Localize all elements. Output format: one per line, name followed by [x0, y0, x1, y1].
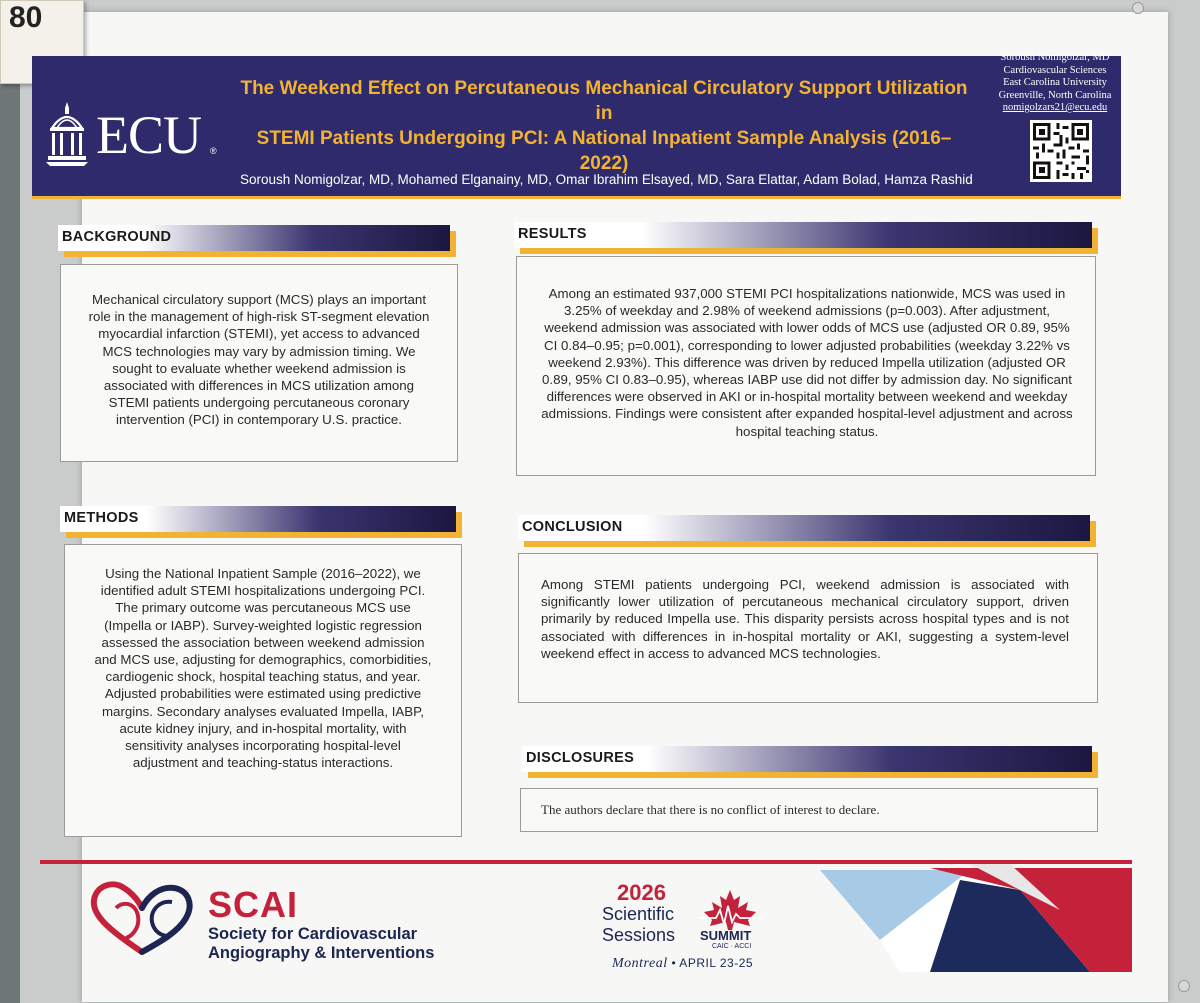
sessions-title — [602, 904, 675, 946]
methods-header — [60, 506, 456, 532]
banner-gold-stripe — [32, 196, 1121, 199]
background-text: Mechanical circulatory support (MCS) plays an important role in the management of high-risk ST-segment elevation myocardial infarction (STEMI), yet access to advanced MCS technologies may vary by admission timing. We sought to evaluate whether weekend admission is associated with differences in MCS utilization among STEMI patients undergoing percutaneous coronary intervention (PCI) in contemporary U.S. practice. — [88, 292, 430, 428]
scai-fullname-line: Angiography & Interventions — [208, 944, 435, 962]
ecu-logo: ECU — [96, 105, 201, 165]
pushpin-icon — [1132, 2, 1144, 14]
affiliation-university: East Carolina University — [1003, 77, 1107, 88]
conclusion-label: CONCLUSION — [522, 519, 623, 535]
sessions-year: 2026 — [617, 880, 666, 905]
summit-label: SUMMIT — [700, 928, 752, 943]
poster-title — [234, 76, 974, 176]
pushpin-icon — [1178, 980, 1190, 992]
sessions-location — [612, 956, 753, 972]
disclosures-text: The authors declare that there is no conflict of interest to declare. — [541, 802, 880, 817]
affiliation-city: Greenville, North Carolina — [998, 89, 1112, 101]
sessions-title-line: Sessions — [602, 925, 676, 945]
methods-box — [64, 544, 462, 837]
sessions-title-line: Scientific — [602, 904, 675, 924]
results-box — [516, 256, 1096, 476]
background-label: BACKGROUND — [62, 229, 172, 245]
affiliation-dept: Cardiovascular Sciences — [1003, 64, 1107, 76]
author-list: Soroush Nomigolzar, MD, Mohamed Elganainy, MD, Omar Ibrahim Elsayed, MD, Sara Elattar, Adam Bolad, Hamza Rashid — [240, 172, 973, 187]
disclosures-box — [520, 788, 1098, 832]
disclosures-header — [522, 746, 1092, 772]
sessions-dates: • APRIL 23-25 — [671, 956, 754, 970]
footer-geometric-graphic — [820, 860, 1132, 972]
background-box — [60, 264, 458, 462]
affiliation-block — [980, 52, 1130, 115]
ecu-cupola-icon — [42, 98, 92, 168]
sessions-city: Montreal — [612, 956, 668, 971]
results-header — [514, 222, 1092, 248]
scai-wordmark: SCAI — [208, 884, 299, 925]
poster-number: 80 — [9, 1, 43, 34]
conclusion-box — [518, 553, 1098, 703]
scai-fullname — [208, 925, 434, 963]
disclosures-label: DISCLOSURES — [526, 750, 635, 766]
affiliation-name: Soroush Nomigolzar, MD — [1000, 52, 1110, 63]
summit-subtitle: CAIC · ACCI — [712, 943, 752, 950]
methods-label: METHODS — [64, 510, 139, 526]
maple-leaf-icon — [694, 888, 766, 932]
results-label: RESULTS — [518, 226, 587, 242]
conclusion-text: Among STEMI patients undergoing PCI, weekend admission is associated with significantly lower utilization of percutaneous mechanical circulatory support, driven primarily by reduced Impella use. This disparity persists across hospital types and is not associated with differences in in-hospital mortality or AKI, suggesting a system-level weekend effect in access to advanced MCS technologies. — [541, 577, 1069, 661]
scai-heart-logo-icon — [86, 878, 198, 958]
qr-code-icon — [1030, 120, 1092, 182]
methods-text: Using the National Inpatient Sample (2016–2022), we identified adult STEMI hospitalizations undergoing PCI. The primary outcome was percutaneous MCS use (Impella or IABP). Survey-weighted logistic regression assessed the association between weekend admission and MCS use, adjusting for demographics, comorbidities, cardiogenic shock, hospital teaching status, and year. Adjusted probabilities were estimated using predictive margins. Secondary analyses evaluated Impella, IABP, acute kidney injury, and in-hospital mortality, with sensitivity analyses incorporating hospital-level adjustment and teaching-status interactions. — [94, 566, 432, 771]
header-gradient-bar — [514, 222, 1092, 248]
poster-title-line: The Weekend Effect on Percutaneous Mechanical Circulatory Support Utilization in — [240, 78, 968, 124]
results-text: Among an estimated 937,000 STEMI PCI hospitalizations nationwide, MCS was used in 3.25% of weekday and 2.98% of weekend admissions (p=0.003). After adjustment, weekend admission was associated with lower odds of MCS use (adjusted OR 0.89, 95% CI 0.84–0.95; p=0.001), corresponding to lower adjusted probabilities (weekday 3.22% vs weekend 2.93%). This difference was driven by reduced Impella utilization (adjusted OR 0.89, 95% CI 0.83–0.95), whereas IABP use did not differ by admission day. No significant differences were observed in AKI or in-hospital mortality between weekend and weekday admissions. Findings were consistent after expanded hospital-level adjustment and across hospital teaching status. — [541, 286, 1073, 439]
affiliation-email: nomigolzars21@ecu.edu — [1002, 102, 1108, 113]
scai-fullname-line: Society for Cardiovascular — [208, 925, 418, 943]
conclusion-header — [518, 515, 1090, 541]
registered-mark: ® — [210, 146, 217, 156]
poster-title-line: STEMI Patients Undergoing PCI: A National Inpatient Sample Analysis (2016–2022) — [256, 128, 952, 174]
background-header — [58, 225, 450, 251]
